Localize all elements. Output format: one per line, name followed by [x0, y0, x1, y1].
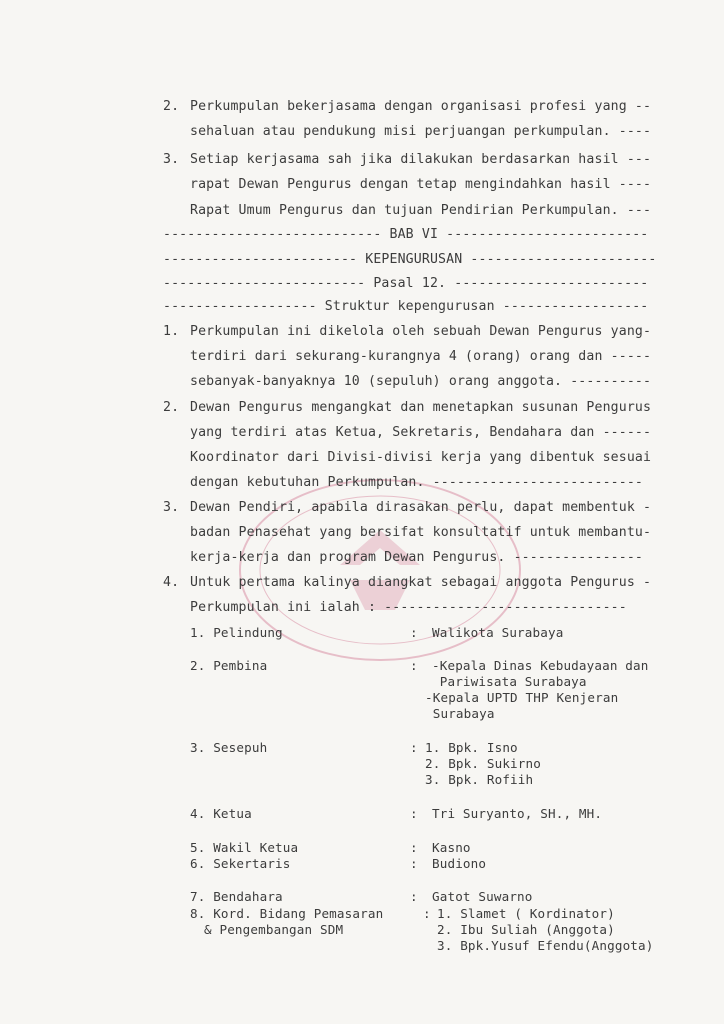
heading-bab: --------------------------- BAB VI ------------------------- — [163, 227, 649, 242]
roster-value: 1. Bpk. Isno — [425, 740, 518, 755]
roster-value: 2. Ibu Suliah (Anggota) — [437, 922, 615, 937]
main-clause-2-num: 2. — [163, 400, 180, 415]
clause-3-line-2: rapat Dewan Pengurus dengan tetap mengindahkan hasil ---- — [190, 177, 652, 192]
roster-value: Tri Suryanto, SH., MH. — [432, 806, 603, 821]
roster-value: Pariwisata Surabaya — [432, 674, 587, 689]
main-clause-2-line-3: Koordinator dari Divisi-divisi kerja yang dibentuk sesuai — [190, 450, 652, 465]
roster-value: Walikota Surabaya — [432, 625, 564, 640]
roster-value: 2. Bpk. Sukirno — [425, 756, 541, 771]
main-clause-4-line-1: Untuk pertama kalinya diangkat sebagai anggota Pengurus - — [190, 575, 652, 590]
heading-struktur: ------------------- Struktur kepengurusan ------------------ — [163, 299, 649, 314]
roster-value: Surabaya — [425, 706, 495, 721]
roster-value: Gatot Suwarno — [432, 889, 533, 904]
roster-role: 3. Sesepuh — [190, 740, 268, 755]
roster-sep: : — [410, 889, 418, 904]
roster-role: 7. Bendahara — [190, 889, 283, 904]
roster-value: -Kepala UPTD THP Kenjeran — [425, 690, 619, 705]
main-clause-1-line-2: terdiri dari sekurang-kurangnya 4 (orang) orang dan ----- — [190, 349, 652, 364]
main-clause-3-line-1: Dewan Pendiri, apabila dirasakan perlu, dapat membentuk - — [190, 500, 652, 515]
clause-3-num: 3. — [163, 152, 180, 167]
main-clause-2-line-2: yang terdiri atas Ketua, Sekretaris, Bendahara dan ------ — [190, 425, 652, 440]
roster-role: 5. Wakil Ketua — [190, 840, 299, 855]
main-clause-1-line-3: sebanyak-banyaknya 10 (sepuluh) orang anggota. ---------- — [190, 374, 652, 389]
roster-value: Kasno — [432, 840, 471, 855]
roster-sep: : — [410, 740, 418, 755]
main-clause-3-line-2: badan Penasehat yang bersifat konsultatif untuk membantu- — [190, 525, 652, 540]
roster-sep: : — [423, 906, 431, 921]
main-clause-1-num: 1. — [163, 324, 180, 339]
roster-role-continued: & Pengembangan SDM — [204, 922, 344, 937]
roster-role: 6. Sekertaris — [190, 856, 291, 871]
clause-2-num: 2. — [163, 99, 180, 114]
main-clause-2-line-4: dengan kebutuhan Perkumpulan. -------------------------- — [190, 475, 644, 490]
clause-2-line-1: Perkumpulan bekerjasama dengan organisasi profesi yang -- — [190, 99, 652, 114]
main-clause-4-line-2: Perkumpulan ini ialah : ------------------------------ — [190, 600, 627, 615]
clause-3-line-3: Rapat Umum Pengurus dan tujuan Pendirian Perkumpulan. --- — [190, 203, 652, 218]
heading-pasal: ------------------------- Pasal 12. ------------------------ — [163, 276, 649, 291]
roster-sep: : — [410, 658, 418, 673]
roster-sep: : — [410, 856, 418, 871]
clause-3-line-1: Setiap kerjasama sah jika dilakukan berdasarkan hasil --- — [190, 152, 652, 167]
main-clause-3-line-3: kerja-kerja dan program Dewan Pengurus. ---------------- — [190, 550, 644, 565]
roster-value: -Kepala Dinas Kebudayaan dan — [432, 658, 649, 673]
heading-kepengurusan: ------------------------ KEPENGURUSAN ----------------------- — [163, 252, 657, 267]
roster-value: Budiono — [432, 856, 487, 871]
roster-role: 4. Ketua — [190, 806, 252, 821]
roster-value: 3. Bpk. Rofiih — [425, 772, 534, 787]
roster-sep: : — [410, 806, 418, 821]
roster-role: 8. Kord. Bidang Pemasaran — [190, 906, 384, 921]
main-clause-1-line-1: Perkumpulan ini dikelola oleh sebuah Dewan Pengurus yang- — [190, 324, 652, 339]
roster-role: 1. Pelindung — [190, 625, 283, 640]
main-clause-2-line-1: Dewan Pengurus mengangkat dan menetapkan susunan Pengurus — [190, 400, 652, 415]
main-clause-3-num: 3. — [163, 500, 180, 515]
roster-sep: : — [410, 840, 418, 855]
roster-sep: : — [410, 625, 418, 640]
roster-value: 1. Slamet ( Kordinator) — [437, 906, 615, 921]
roster-value: 3. Bpk.Yusuf Efendu(Anggota) — [437, 938, 654, 953]
clause-2-line-2: sehaluan atau pendukung misi perjuangan perkumpulan. ---- — [190, 124, 652, 139]
main-clause-4-num: 4. — [163, 575, 180, 590]
roster-role: 2. Pembina — [190, 658, 268, 673]
